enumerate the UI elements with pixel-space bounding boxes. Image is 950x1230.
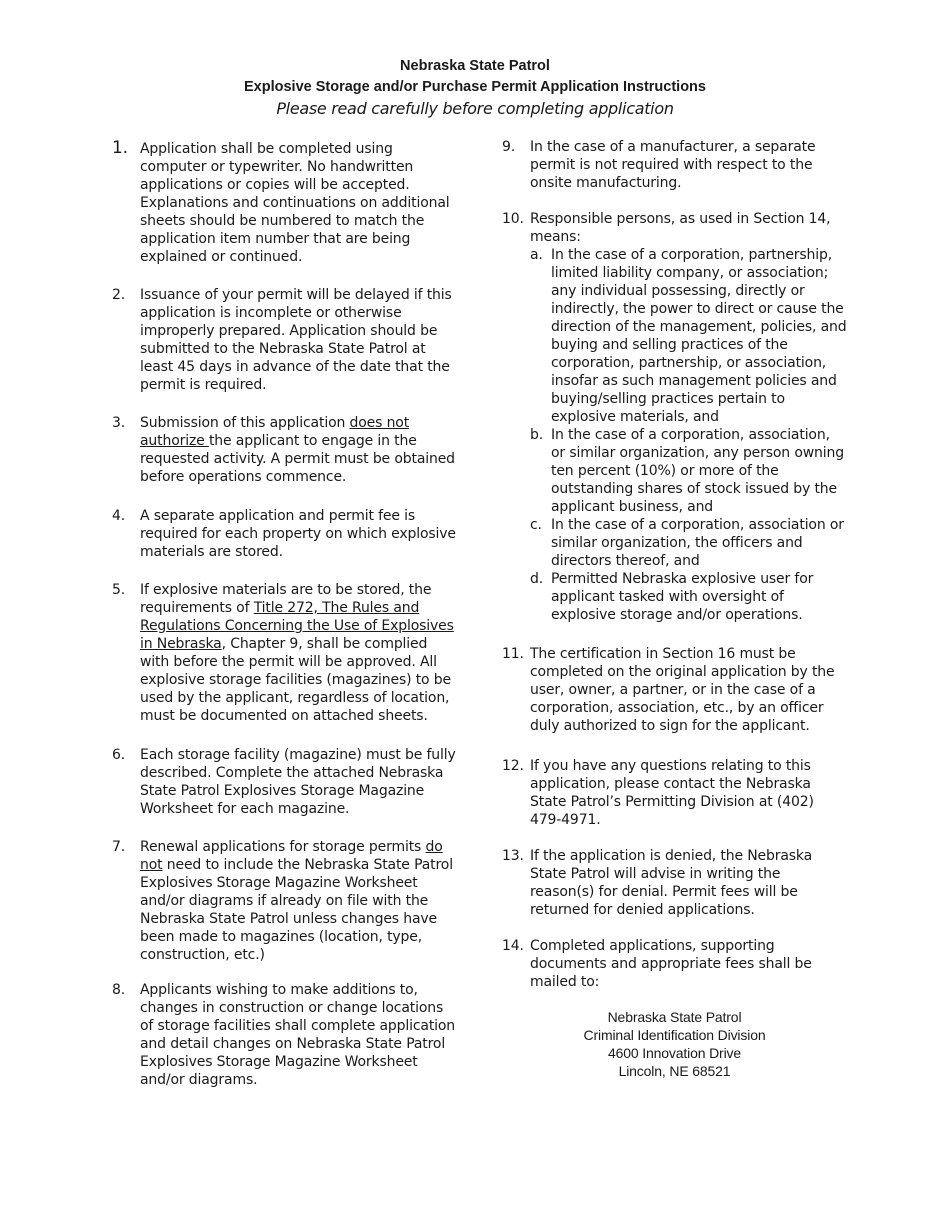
address-line-3: 4600 Innovation Drive	[607, 1045, 742, 1061]
item-text: Each storage facility (magazine) must be fully described. Complete the attached Nebraska State Patrol Explosives Storage Magazine Worksheet for each magazine.	[140, 747, 456, 817]
instruction-item-12	[502, 757, 847, 829]
item-number: 11.	[502, 646, 524, 662]
sub-item-label: c.	[530, 517, 542, 533]
item-number: 9.	[502, 139, 516, 155]
instruction-item-14	[502, 937, 847, 1080]
item-text: Issuance of your permit will be delayed if this application is incomplete or otherwise improperly prepared. Application should be submitted to the Nebraska State Patrol at least 45 days in advance of the date that the permit is required.	[140, 287, 452, 393]
sub-item-a	[530, 246, 847, 426]
item-number: 6.	[112, 747, 126, 763]
sub-item-text: In the case of a corporation, association, or similar organization, any person owning ten percent (10%) or more of the outstanding shares of stock issued by the applicant business, and	[551, 427, 844, 515]
sub-item-text: Permitted Nebraska explosive user for applicant tasked with oversight of explosive storage and/or operations.	[551, 571, 814, 623]
regulation-reference: Title 272, The Rules and Regulations Concerning the Use of Explosives in Nebraska	[140, 600, 454, 652]
item-text-part: the applicant to engage in the requested activity. A permit must be obtained before operations commence.	[140, 433, 455, 485]
instruction-item-6	[112, 746, 457, 818]
instruction-item-10	[502, 210, 847, 624]
instruction-item-3	[112, 414, 457, 486]
item-number: 12.	[502, 758, 524, 774]
item-text	[140, 838, 457, 964]
document-title: Explosive Storage and/or Purchase Permit Application Instructions	[244, 79, 706, 95]
item-number: 13.	[502, 848, 524, 864]
item-number: 10.	[502, 211, 524, 227]
item-text-part: need to include the Nebraska State Patrol Explosives Storage Magazine Worksheet and/or diagrams if already on file with the Nebraska State Patrol unless changes have been made to magazines (location, type, construction, etc.)	[140, 857, 453, 963]
address-line-2: Criminal Identification Division	[583, 1027, 766, 1043]
instruction-item-8	[112, 981, 457, 1089]
sub-item-d	[530, 570, 847, 624]
item-text: In the case of a manufacturer, a separate permit is not required with respect to the onsite manufacturing.	[530, 139, 816, 191]
document-header	[0, 56, 950, 119]
sub-item-text: In the case of a corporation, association or similar organization, the officers and directors thereof, and	[551, 517, 844, 569]
item-number: 3.	[112, 415, 126, 431]
sub-item-b	[530, 426, 847, 516]
item-text	[140, 581, 457, 725]
instruction-item-11	[502, 645, 847, 735]
item-text-part: Submission of this application	[140, 415, 350, 431]
item-text: The certification in Section 16 must be completed on the original application by the user, owner, a partner, or in the case of a corporation, association, etc., by an officer duly authorized to sign for the applicant.	[530, 646, 835, 734]
sub-item-label: b.	[530, 427, 544, 443]
instruction-item-7	[112, 838, 457, 964]
sub-item-c	[530, 516, 847, 570]
item-number: 5.	[112, 582, 126, 598]
item-number: 4.	[112, 508, 126, 524]
instruction-item-9	[502, 138, 847, 192]
item-text: Completed applications, supporting documents and appropriate fees shall be mailed to:	[530, 938, 812, 990]
item-number: 14.	[502, 938, 524, 954]
item-text: Applicants wishing to make additions to, changes in construction or change locations of storage facilities shall complete application and detail changes on Nebraska State Patrol Explosives Storage Magazine Worksheet and/or diagrams.	[140, 982, 456, 1088]
address-line-4: Lincoln, NE 68521	[618, 1063, 731, 1079]
agency-name: Nebraska State Patrol	[400, 58, 550, 74]
item-text	[140, 414, 457, 486]
left-column	[112, 140, 457, 1089]
item-text: Application shall be completed using computer or typewriter. No handwritten applications or copies will be accepted. Explanations and continuations on additional sheets should be numbered to match the application item number that are being explained or continued.	[140, 141, 450, 265]
instruction-item-4	[112, 507, 457, 561]
item-text-part: If explosive materials are to be stored, the requirements of	[140, 582, 432, 616]
sub-item-text: In the case of a corporation, partnership, limited liability company, or association; any individual possessing, directly or indirectly, the power to direct or cause the direction of the management, policies, and buying and selling practices of the corporation, partnership, or association, insofar as such management policies and buying/selling practices pertain to explosive materials, and	[551, 247, 847, 425]
mailing-address	[502, 1008, 847, 1080]
emphasis-underline: do not	[140, 839, 443, 873]
item-text: If you have any questions relating to this application, please contact the Nebraska State Patrol’s Permitting Division at (402) 479-4971.	[530, 758, 814, 828]
emphasis-underline: does not authorize	[140, 415, 410, 449]
instruction-item-2	[112, 286, 457, 394]
item-text-part: Renewal applications for storage permits	[140, 839, 426, 855]
document-subtitle: Please read carefully before completing application	[276, 99, 674, 118]
sub-item-label: d.	[530, 571, 544, 587]
sub-item-label: a.	[530, 247, 543, 263]
right-column	[502, 138, 847, 1080]
instruction-item-5	[112, 581, 457, 725]
item-text-part: , Chapter 9, shall be complied with before the permit will be approved. All explosive storage facilities (magazines) to be used by the applicant, regardless of location, must be documented on attached sheets.	[140, 636, 451, 724]
item-number: 1.	[112, 138, 128, 158]
item-text: Responsible persons, as used in Section 14, means:	[530, 211, 831, 245]
instruction-item-13	[502, 847, 847, 919]
address-line-1: Nebraska State Patrol	[607, 1009, 742, 1025]
item-text: If the application is denied, the Nebraska State Patrol will advise in writing the reason(s) for denial. Permit fees will be returned for denied applications.	[530, 848, 813, 918]
instruction-item-1	[112, 140, 457, 266]
item-number: 8.	[112, 982, 126, 998]
item-number: 2.	[112, 287, 126, 303]
item-text: A separate application and permit fee is required for each property on which explosive materials are stored.	[140, 508, 456, 560]
item-number: 7.	[112, 839, 126, 855]
